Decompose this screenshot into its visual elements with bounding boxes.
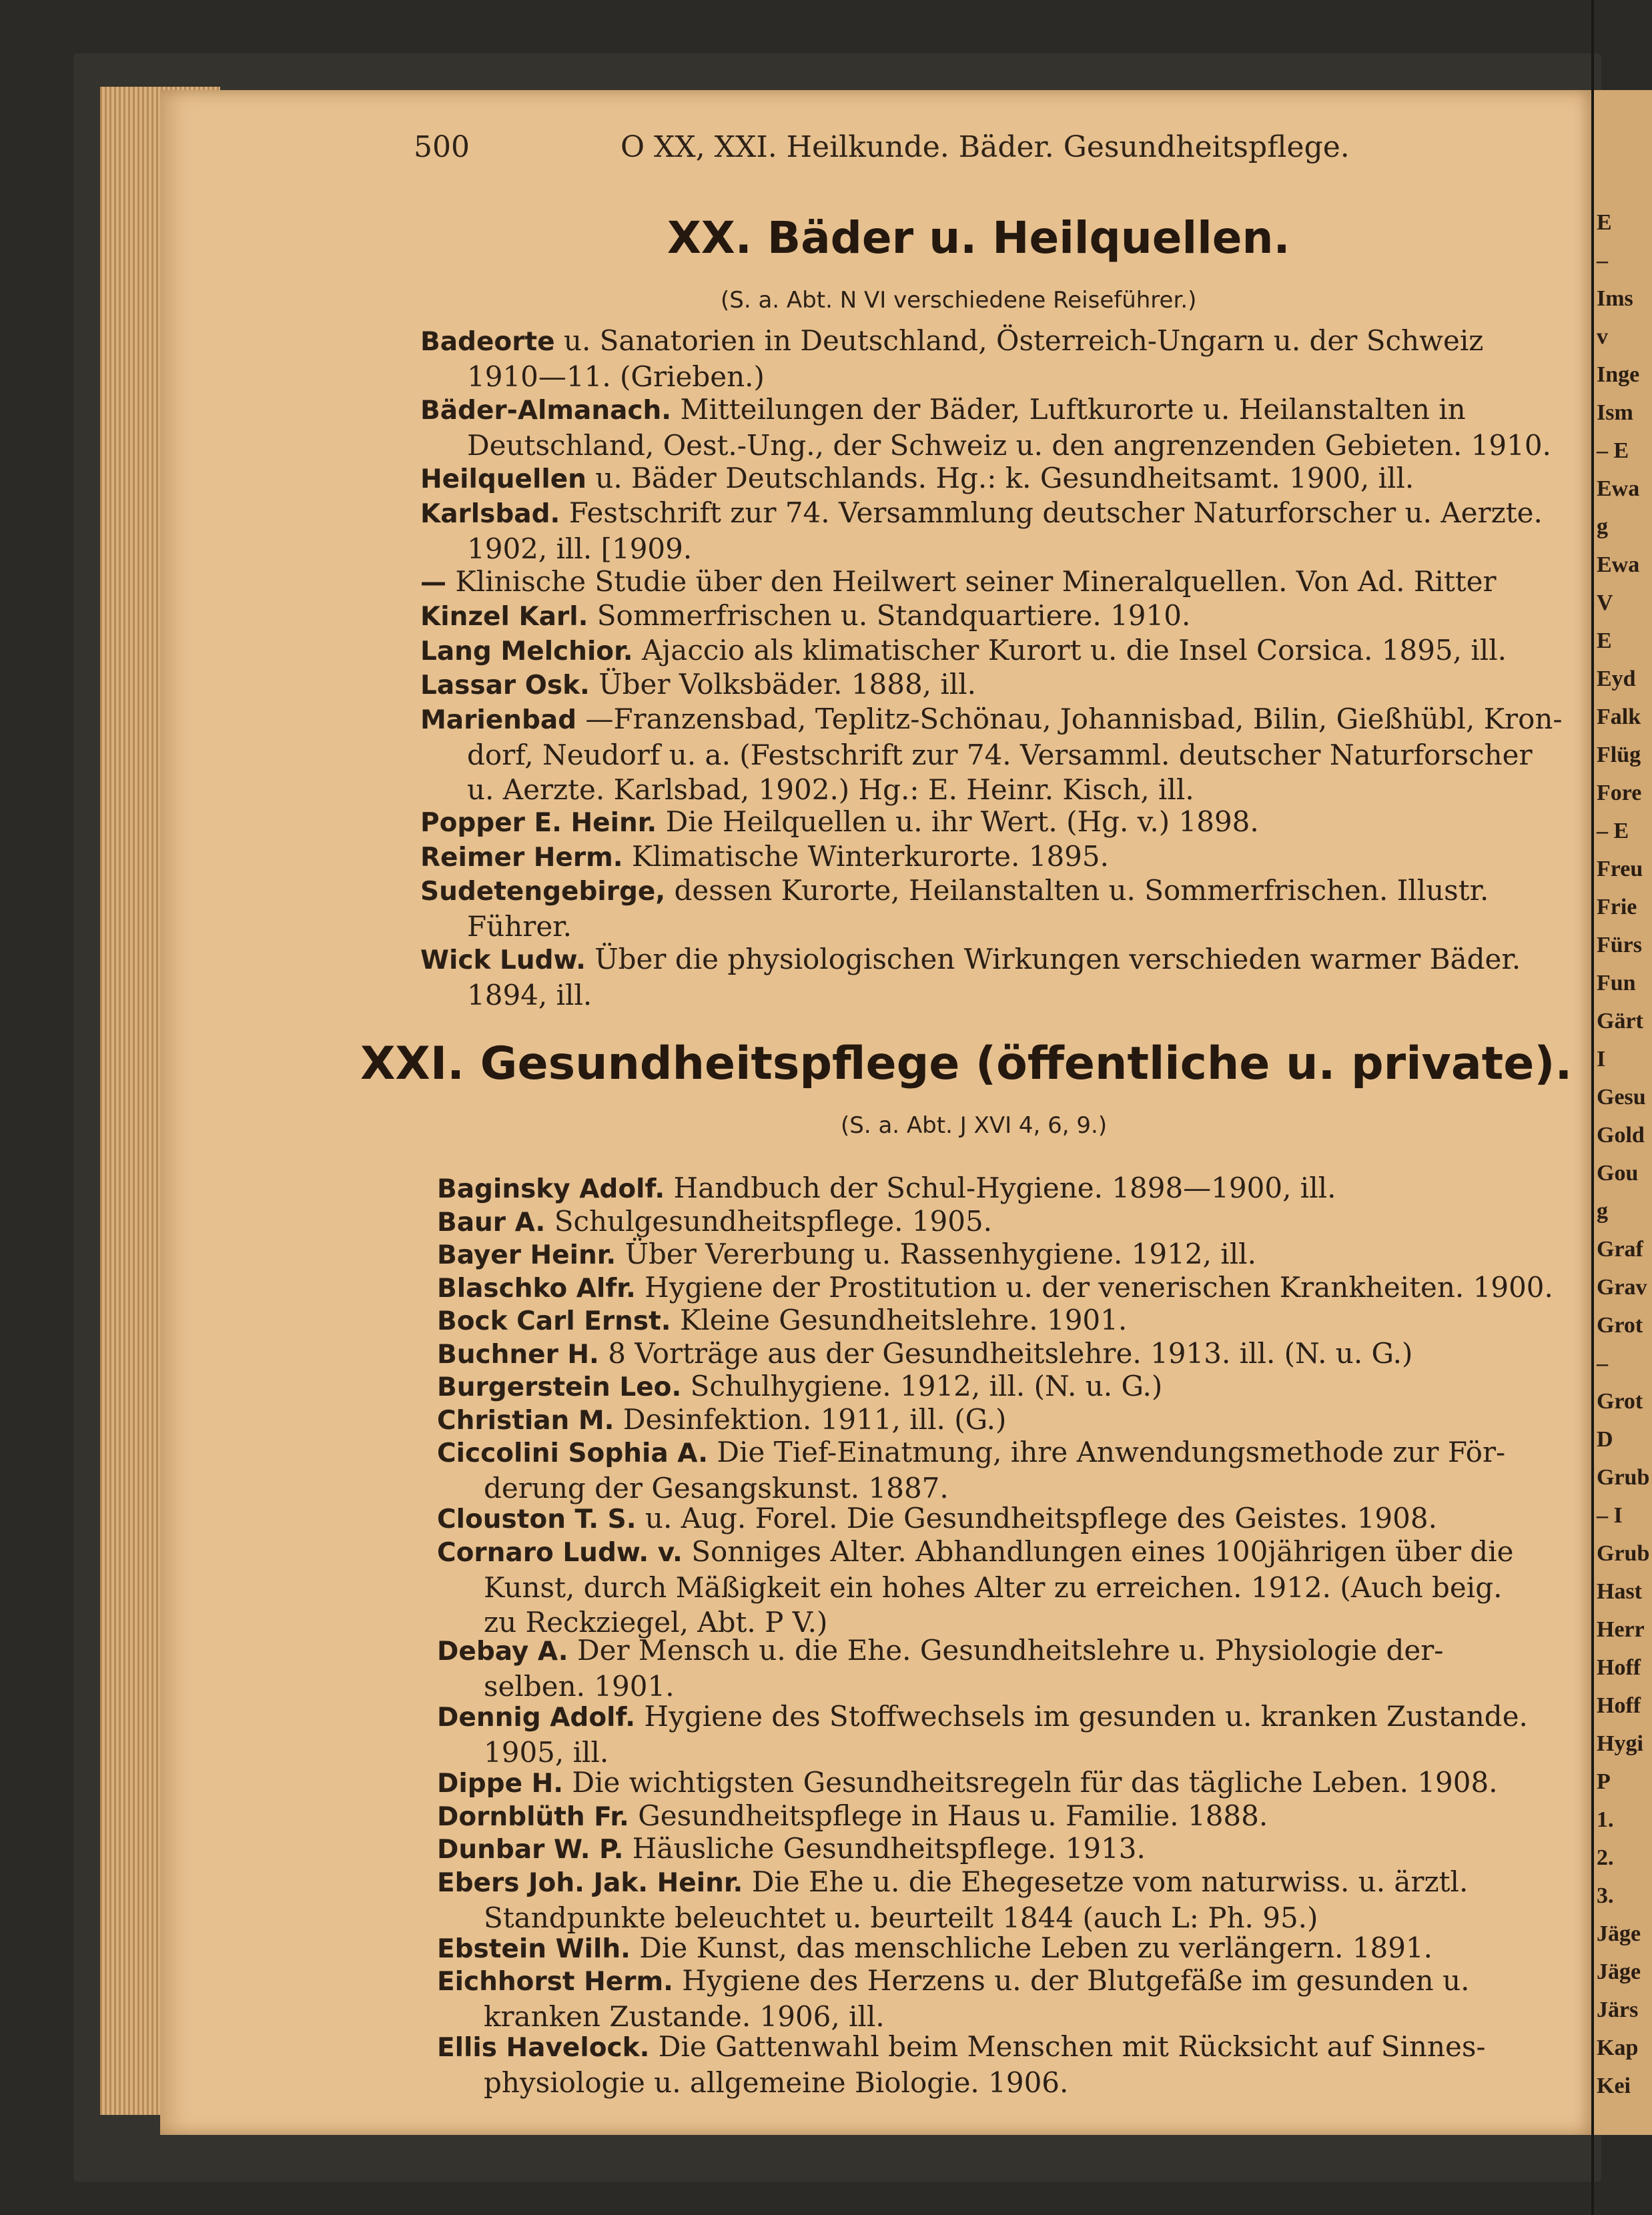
entry-text: dorf, Neudorf u. a. (Festschrift zur 74. Versamml. deutscher Naturforscher (467, 738, 1533, 771)
next-page-fragment: – (1597, 1351, 1608, 1376)
entry-text: u. Sanatorien in Deutschland, Österreich-Ungarn u. der Schweiz (563, 324, 1484, 357)
entry-line (437, 1963, 1591, 2000)
entry-line (420, 428, 1575, 463)
next-page-fragment: Ewa (1597, 476, 1640, 501)
bibliography-entry (437, 1336, 1591, 1372)
bibliography-entry (437, 1633, 1591, 1704)
next-page-fragment: P (1597, 1769, 1611, 1794)
entry-author: Christian M. (437, 1405, 614, 1436)
page-number: 500 (414, 130, 470, 164)
entry-text: dessen Kurorte, Heilanstalten u. Sommerfrischen. Illustr. (674, 874, 1489, 907)
entry-line (420, 461, 1575, 497)
entry-text: Die wichtigsten Gesundheitsregeln für das tägliche Leben. 1908. (572, 1766, 1498, 1799)
entry-text: —Franzensbad, Teplitz-Schönau, Johannisbad, Bilin, Gießhübl, Kron- (585, 702, 1563, 735)
entry-author: Kinzel Karl. (420, 602, 588, 632)
entry-author: Bäder-Almanach. (420, 396, 672, 426)
bibliography-entry (420, 564, 1575, 600)
entry-author: Lassar Osk. (420, 671, 590, 701)
entry-text: Sommerfrischen u. Standquartiere. 1910. (596, 599, 1191, 632)
next-page-fragment: Fürs (1597, 933, 1642, 957)
section-xx-title: XX. Bäder u. Heilquellen. (667, 212, 1290, 264)
entry-line (420, 598, 1575, 634)
next-page-fragment: E (1597, 628, 1612, 653)
next-page-fragment: Grav (1597, 1275, 1647, 1300)
entry-author: Dennig Adolf. (437, 1703, 636, 1733)
entry-text: Handbuch der Schul-Hygiene. 1898—1900, ill. (673, 1172, 1336, 1204)
entry-line (437, 1699, 1591, 1735)
entry-text: Führer. (467, 910, 572, 943)
entry-text: 1902, ill. [1909. (467, 532, 693, 565)
entry-text: 8 Vorträge aus der Gesundheitslehre. 1913. ill. (N. u. G.) (608, 1336, 1413, 1370)
entry-text: Die Gattenwahl beim Menschen mit Rücksicht auf Sinnes- (658, 2030, 1486, 2063)
entry-line (437, 1336, 1591, 1372)
entry-line (437, 1534, 1591, 1571)
entry-line (437, 1303, 1591, 1339)
entry-text: 1905, ill. (484, 1736, 609, 1769)
next-page-fragment: Ewa (1597, 552, 1640, 577)
bibliography-entry (437, 2030, 1591, 2100)
next-page-fragment: Eyd (1597, 667, 1636, 691)
next-page-fragment: Fore (1597, 781, 1642, 805)
bibliography-entry (420, 942, 1575, 1013)
bibliography-entry (437, 1369, 1591, 1405)
entry-author: Dornblüth Fr. (437, 1801, 629, 1832)
next-page-fragment: Hoff (1597, 1693, 1641, 1718)
entry-text: Die Ehe u. die Ehegesetze vom naturwiss. u. ärztl. (751, 1865, 1469, 1898)
entry-author: Reimer Herm. (420, 842, 623, 873)
next-page-fragment: – I (1597, 1503, 1623, 1528)
entry-author: Ellis Havelock. (437, 2033, 650, 2063)
entry-line (437, 1765, 1591, 1801)
entry-text: kranken Zustande. 1906, ill. (484, 2000, 885, 2033)
next-page-fragment: g (1597, 514, 1608, 539)
next-page-fragment: Grot (1597, 1313, 1643, 1338)
entry-line (437, 1171, 1591, 1207)
entry-line (420, 978, 1575, 1013)
entry-text: Sonniges Alter. Abhandlungen eines 100jährigen über die (691, 1534, 1514, 1568)
entry-text: Kleine Gesundheitslehre. 1901. (679, 1304, 1128, 1336)
bibliography-entry (437, 1534, 1591, 1640)
next-page-fragment: Grot (1597, 1389, 1643, 1414)
entry-author: Heilquellen (420, 464, 586, 494)
entry-author: Marienbad (420, 705, 577, 735)
entry-text: Klimatische Winterkurorte. 1895. (631, 839, 1109, 873)
bibliography-entry (437, 1931, 1591, 1967)
entry-line (420, 324, 1575, 360)
next-page-fragment: Graf (1597, 1237, 1643, 1262)
entry-line (420, 839, 1575, 875)
entry-text: 1910—11. (Grieben.) (467, 360, 765, 393)
next-page-fragment: V (1597, 590, 1613, 615)
entry-text: Mitteilungen der Bäder, Luftkurorte u. Heilanstalten in (680, 393, 1466, 426)
bibliography-entry (437, 1303, 1591, 1339)
entry-line (437, 1831, 1591, 1867)
entry-text: Hygiene der Prostitution u. der venerischen Krankheiten. 1900. (645, 1270, 1553, 1304)
entry-author: Wick Ludw. (420, 945, 586, 975)
next-page-fragment: Gesu (1597, 1085, 1646, 1110)
entry-line (437, 1571, 1591, 1605)
next-page-fragment: Herr (1597, 1617, 1645, 1642)
entry-text: Die Tief-Einatmung, ihre Anwendungsmethode zur För- (717, 1436, 1506, 1468)
next-page-fragment: D (1597, 1427, 1613, 1452)
next-page-fragment: – E (1597, 438, 1629, 463)
running-title: O XX, XXI. Heilkunde. Bäder. Gesundheitspflege. (621, 130, 1350, 164)
entry-text: Schulhygiene. 1912, ill. (N. u. G.) (690, 1370, 1163, 1402)
entry-text: selben. 1901. (484, 1670, 675, 1703)
entry-author: — (420, 567, 446, 598)
next-page-strip (1591, 90, 1652, 2135)
bibliography-entry (437, 1435, 1591, 1506)
entry-author: Eichhorst Herm. (437, 1967, 673, 1997)
entry-line (420, 532, 1575, 566)
entry-text: Desinfektion. 1911, ill. (G.) (623, 1402, 1007, 1436)
next-page-fragment: Hygi (1597, 1731, 1643, 1756)
entry-text: Hygiene des Herzens u. der Blutgefäße im gesunden u. (682, 1964, 1470, 1997)
entry-text: Über die physiologischen Wirkungen verschieden warmer Bäder. (594, 943, 1521, 975)
next-page-fragment: – E (1597, 819, 1629, 843)
entry-line (420, 667, 1575, 703)
bibliography-entry (437, 1402, 1591, 1438)
entry-author: Burgerstein Leo. (437, 1372, 682, 1402)
entry-text: Schulgesundheitspflege. 1905. (554, 1204, 993, 1238)
next-page-fragment: Järs (1597, 1998, 1639, 2022)
entry-line (420, 805, 1575, 841)
entry-line (437, 1369, 1591, 1405)
bibliography-entry (437, 1171, 1591, 1207)
entry-author: Lang Melchior. (420, 636, 633, 667)
entry-author: Karlsbad. (420, 498, 560, 529)
entry-text: Kunst, durch Mäßigkeit ein hohes Alter zu erreichen. 1912. (Auch beig. (484, 1571, 1503, 1604)
entry-text: u. Bäder Deutschlands. Hg.: k. Gesundheitsamt. 1900, ill. (595, 462, 1414, 494)
entry-author: Bayer Heinr. (437, 1240, 616, 1270)
next-page-fragment: 2. (1597, 1845, 1614, 1870)
entry-author: Bock Carl Ernst. (437, 1306, 671, 1336)
entry-text: Über Volksbäder. 1888, ill. (598, 668, 977, 701)
bibliography-entry (420, 324, 1575, 394)
bibliography-entry (420, 839, 1575, 875)
next-page-fragment: Hast (1597, 1579, 1642, 1604)
next-page-fragment: Grub (1597, 1541, 1650, 1566)
entry-line (437, 1799, 1591, 1835)
bibliography-entry (420, 633, 1575, 669)
entry-line (420, 738, 1575, 773)
entry-author: Blaschko Alfr. (437, 1273, 636, 1304)
bibliography-entry (437, 1963, 1591, 2034)
entry-line (437, 1865, 1591, 1901)
bibliography-entry (420, 667, 1575, 703)
entry-author: Dunbar W. P. (437, 1835, 624, 1865)
next-page-fragment: Kap (1597, 2036, 1639, 2060)
bibliography-entry (420, 598, 1575, 634)
entry-text: physiologie u. allgemeine Biologie. 1906. (484, 2066, 1069, 2099)
next-page-fragment: Flüg (1597, 743, 1641, 767)
entry-author: Cornaro Ludw. v. (437, 1537, 683, 1568)
bibliography-entry (420, 805, 1575, 841)
bibliography-entry (420, 392, 1575, 463)
entry-line (437, 1633, 1591, 1669)
entry-text: Die Kunst, das menschliche Leben zu verlängern. 1891. (639, 1931, 1433, 1964)
bibliography-entry (437, 1237, 1591, 1273)
bibliography-entry (420, 873, 1575, 944)
entry-line (437, 2030, 1591, 2066)
next-page-fragment: Fun (1597, 971, 1636, 995)
entry-text: derung der Gesangskunst. 1887. (484, 1472, 949, 1504)
entry-line (437, 1402, 1591, 1438)
bibliography-entry (437, 1501, 1591, 1537)
entry-line (420, 564, 1575, 600)
entry-text: Häusliche Gesundheitspflege. 1913. (632, 1832, 1146, 1865)
entry-line (437, 1501, 1591, 1537)
bibliography-entry (437, 1799, 1591, 1835)
entry-text: Ajaccio als klimatischer Kurort u. die Insel Corsica. 1895, ill. (641, 633, 1507, 667)
entry-text: u. Aerzte. Karlsbad, 1902.) Hg.: E. Heinr. Kisch, ill. (467, 773, 1194, 806)
next-page-fragment: Ims (1597, 286, 1633, 311)
entry-text: Deutschland, Oest.-Ung., der Schweiz u. den angrenzenden Gebieten. 1910. (467, 429, 1551, 462)
spine-shadow (1591, 0, 1594, 2215)
next-page-fragment: Grub (1597, 1465, 1650, 1490)
entry-line (420, 942, 1575, 978)
entry-line (437, 1237, 1591, 1273)
entry-line (420, 909, 1575, 944)
entry-text: Der Mensch u. die Ehe. Gesundheitslehre u. Physiologie der- (576, 1634, 1444, 1667)
entry-text: zu Reckziegel, Abt. P V.) (484, 1605, 828, 1639)
section-xxi-subtitle: (S. a. Abt. J XVI 4, 6, 9.) (841, 1112, 1108, 1139)
entry-author: Baur A. (437, 1207, 546, 1238)
entry-line (420, 773, 1575, 807)
next-page-fragment: Jäge (1597, 1959, 1641, 1984)
next-page-fragment: E (1597, 210, 1612, 235)
bibliography-entry (437, 1699, 1591, 1770)
next-page-fragment: v (1597, 324, 1608, 349)
entry-author: Popper E. Heinr. (420, 808, 657, 838)
entry-author: Buchner H. (437, 1339, 599, 1370)
entry-author: Ciccolini Sophia A. (437, 1438, 709, 1468)
entry-line (420, 392, 1575, 428)
next-page-fragment: I (1597, 1047, 1606, 1071)
bibliography-entry (437, 1865, 1591, 1935)
entry-author: Debay A. (437, 1637, 568, 1667)
bibliography-entry (437, 1270, 1591, 1306)
entry-author: Clouston T. S. (437, 1504, 637, 1534)
bibliography-entry (437, 1831, 1591, 1867)
entry-line (437, 1931, 1591, 1967)
entry-text: Festschrift zur 74. Versammlung deutscher Naturforscher u. Aerzte. (568, 496, 1543, 529)
entry-line (420, 360, 1575, 394)
next-page-fragment: Ism (1597, 400, 1633, 425)
entry-text: Über Vererbung u. Rassenhygiene. 1912, ill. (625, 1238, 1256, 1270)
entry-text: Standpunkte beleuchtet u. beurteilt 1844 (auch L: Ph. 95.) (484, 1901, 1318, 1934)
entry-author: Ebstein Wilh. (437, 1933, 631, 1964)
next-page-fragment: Kei (1597, 2074, 1631, 2098)
bibliography-entry (437, 1204, 1591, 1240)
entry-line (420, 633, 1575, 669)
entry-text: 1894, ill. (467, 979, 592, 1011)
entry-text: Die Heilquellen u. ihr Wert. (Hg. v.) 1898. (665, 805, 1259, 838)
next-page-fragment: Gou (1597, 1161, 1639, 1186)
bibliography-entry (420, 461, 1575, 497)
entry-line (437, 1435, 1591, 1471)
next-page-fragment: Freu (1597, 857, 1643, 881)
next-page-fragment: Falk (1597, 705, 1641, 729)
next-page-fragment: Frie (1597, 895, 1637, 919)
entry-line (420, 702, 1575, 738)
entry-text: Klinische Studie über den Heilwert seiner Mineralquellen. Von Ad. Ritter (455, 564, 1497, 598)
entry-line (437, 1270, 1591, 1306)
entry-text: u. Aug. Forel. Die Gesundheitspflege des Geistes. 1908. (645, 1502, 1437, 1534)
bibliography-entry (437, 1765, 1591, 1801)
next-page-fragment: Gärt (1597, 1009, 1643, 1033)
bibliography-entry (420, 702, 1575, 807)
entry-author: Badeorte (420, 327, 555, 357)
section-xxi-title: XXI. Gesundheitspflege (öffentliche u. private). (360, 1037, 1573, 1090)
entry-author: Dippe H. (437, 1769, 564, 1799)
entry-text: Gesundheitspflege in Haus u. Familie. 1888. (638, 1799, 1268, 1832)
next-page-fragment: 1. (1597, 1807, 1614, 1832)
next-page-fragment: g (1597, 1199, 1608, 1224)
entry-author: Baginsky Adolf. (437, 1174, 665, 1204)
entry-author: Sudetengebirge, (420, 877, 666, 907)
next-page-fragment: Inge (1597, 362, 1640, 387)
next-page-fragment: Hoff (1597, 1655, 1641, 1680)
entry-line (437, 1204, 1591, 1240)
entry-line (420, 873, 1575, 909)
entry-line (420, 496, 1575, 532)
next-page-fragment: – (1597, 248, 1608, 273)
next-page-fragment: Jäge (1597, 1921, 1641, 1946)
next-page-fragment: Gold (1597, 1123, 1645, 1148)
entry-line (437, 2066, 1591, 2100)
section-xx-subtitle: (S. a. Abt. N VI verschiedene Reiseführer.) (721, 287, 1197, 314)
entry-author: Ebers Joh. Jak. Heinr. (437, 1867, 743, 1898)
entry-text: Hygiene des Stoffwechsels im gesunden u. kranken Zustande. (644, 1700, 1528, 1733)
next-page-fragment: 3. (1597, 1883, 1614, 1908)
bibliography-entry (420, 496, 1575, 566)
